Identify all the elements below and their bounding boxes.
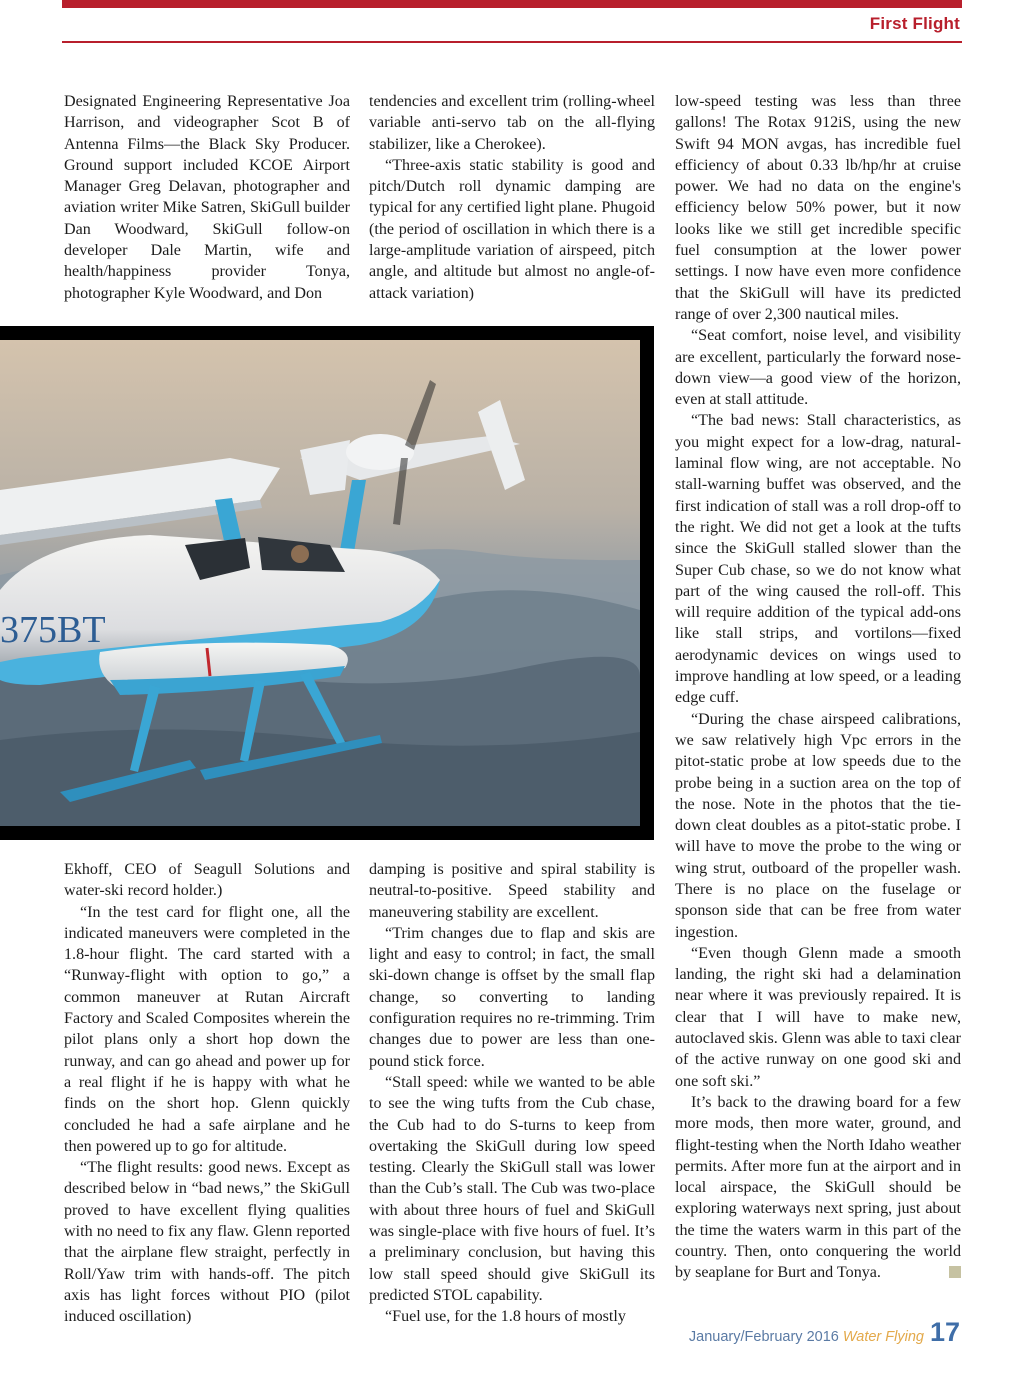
paragraph-text: It’s back to the drawing board for a few more mods, then more water, ground, and flight-testing when the North Idaho weather permits. After more fun at the airport and in local airspace, the SkiGull should be exploring waterways next spring, just about the time the waters warm in this part of the country. Then, onto conquering the world by seaplane for Burt and Tonya. [675,1093,961,1282]
paragraph: “Even though Glenn made a smooth landing, the right ski had a delamination near where it was previously repaired. It is clear that I will have to make new, autoclaved skis. Glenn was able to taxi clear of the active runway on one good ski and one soft ski.” [675,944,962,1090]
end-of-article-mark [949,1266,961,1278]
paragraph: low-speed testing was less than three gallons! The Rotax 912iS, using the new Swift 94 MON avgas, has incredible fuel efficiency of about 0.33 lb/hp/hr at cruise power. We had no data on the engine's efficiency below 50% power, but it now looks like we still get incredible specific fuel consumption at the lower power settings. I now have even more confidence that the SkiGull will have its predicted range of over 2,300 nautical miles. [675,93,961,323]
magazine-name: Water Flying [842,1329,924,1345]
header-color-bar [62,0,962,8]
column-1-bottom [64,859,350,1328]
column-3 [675,91,961,1284]
paragraph: damping is positive and spiral stability is neutral-to-positive. Speed stability and maneuvering stability are excellent. [369,861,655,921]
registration-text: 375BT [0,609,106,651]
column-1-top [64,91,350,304]
paragraph-final [675,1092,961,1284]
header-rule [62,41,962,43]
paragraph: tendencies and excellent trim (rolling-wheel variable anti-servo tab on the all-flying stabilizer, like a Cherokee). [369,93,655,153]
paragraph: “In the test card for flight one, all the indicated maneuvers were completed in the 1.8-hour flight. The card started with a “Runway-flight with option to go,” a common maneuver at Rutan Aircraft Factory and Scaled Composites wherein the pilot plans only a short hop down the runway, and can go ahead and power up for a real flight if he is happy with what he finds on the short hop. Glenn quickly concluded he had a safe airplane and he then powered up to go for altitude. [64,903,350,1155]
column-2-top [369,91,655,304]
paragraph: “Three-axis static stability is good and pitch/Dutch roll dynamic damping are typical for any certified light plane. Phugoid (the period of oscillation in which there is a large-amplitude variation of airspeed, pitch angle, and altitude but almost no angle-of-attack variation) [369,156,655,302]
page-number: 17 [929,1317,960,1347]
paragraph: “Stall speed: while we wanted to be able to see the wing tufts from the Cub chase, the Cub had to do S-turns to keep from overtaking the SkiGull during low speed testing. Clearly the SkiGull stall was lower than the Cub’s stall. The Cub was two-place with about three hours of fuel and SkiGull was single-place with five hours of fuel. It’s a preliminary conclusion, but having this low stall speed should give SkiGull its predicted STOL capability. [369,1073,655,1304]
paragraph: “During the chase airspeed calibrations, we saw relatively high Vpc errors in the pitot-static probe at low speeds due to the probe being in a suction area on the top of the nose. Note in the photos that the tie-down cleat doubles as a pitot-static probe. I will have to move the probe to the wing or wing strut, outboard of the propeller wash. There is no place on the fuselage or sponson side that can be free from water ingestion. [675,710,961,941]
paragraph: “The bad news: Stall characteristics, as you might expect for a low-drag, natural-laminal flow wing, are not acceptable. No stall-warning buffet was observed, and the first indication of stall was a roll drop-off to the right. We did not get a look at the tufts since the SkiGull stalled slower than the Super Cub chase, so we do not know what part of the wing caused the roll-off. This will require addition of the typical add-ons like stall strips, and vortilons—fixed aerodynamic devices on wings used to improve handling at low speed, or a leading edge cuff. [675,412,961,707]
aircraft-photo [0,326,654,840]
paragraph: “Trim changes due to flap and skis are light and easy to control; in fact, the small ski-down change is offset by the small flap change, so converting to landing configuration requires no re-trimming. Trim changes due to power are less than one-pound stick force. [369,924,655,1070]
paragraph: Ekhoff, CEO of Seagull Solutions and water-ski record holder.) [64,861,350,900]
section-label: First Flight [869,14,960,33]
column-2-bottom [369,859,655,1328]
paragraph: “The flight results: good news. Except as described below in “bad news,” the SkiGull proved to have excellent flying qualities with no need to fix any flaw. Glenn reported that the airplane flew straight, perfectly in Roll/Yaw trim with hands-off. The pitch axis has light forces without PIO (pilot induced oscillation) [64,1159,350,1326]
skigull-photo-illustration [0,340,640,826]
paragraph: “Seat comfort, noise level, and visibility are excellent, particularly the forward nose-down view—a good view of the horizon, even at stall attitude. [675,327,961,409]
issue-date: January/February 2016 [688,1329,839,1345]
paragraph: “Fuel use, for the 1.8 hours of mostly [385,1308,626,1326]
paragraph: Designated Engineering Representative Joa Harrison, and videographer Scot B of Antenna Films—the Black Sky Producer. Ground support included KCOE Airport Manager Greg Delavan, photographer and aviation writer Mike Satren, SkiGull builder Dan Woodward, SkiGull follow-on developer Dale Martin, wife and health/happiness provider Tonya, photographer Kyle Woodward, and Don [64,93,350,302]
page-footer [689,1317,960,1348]
